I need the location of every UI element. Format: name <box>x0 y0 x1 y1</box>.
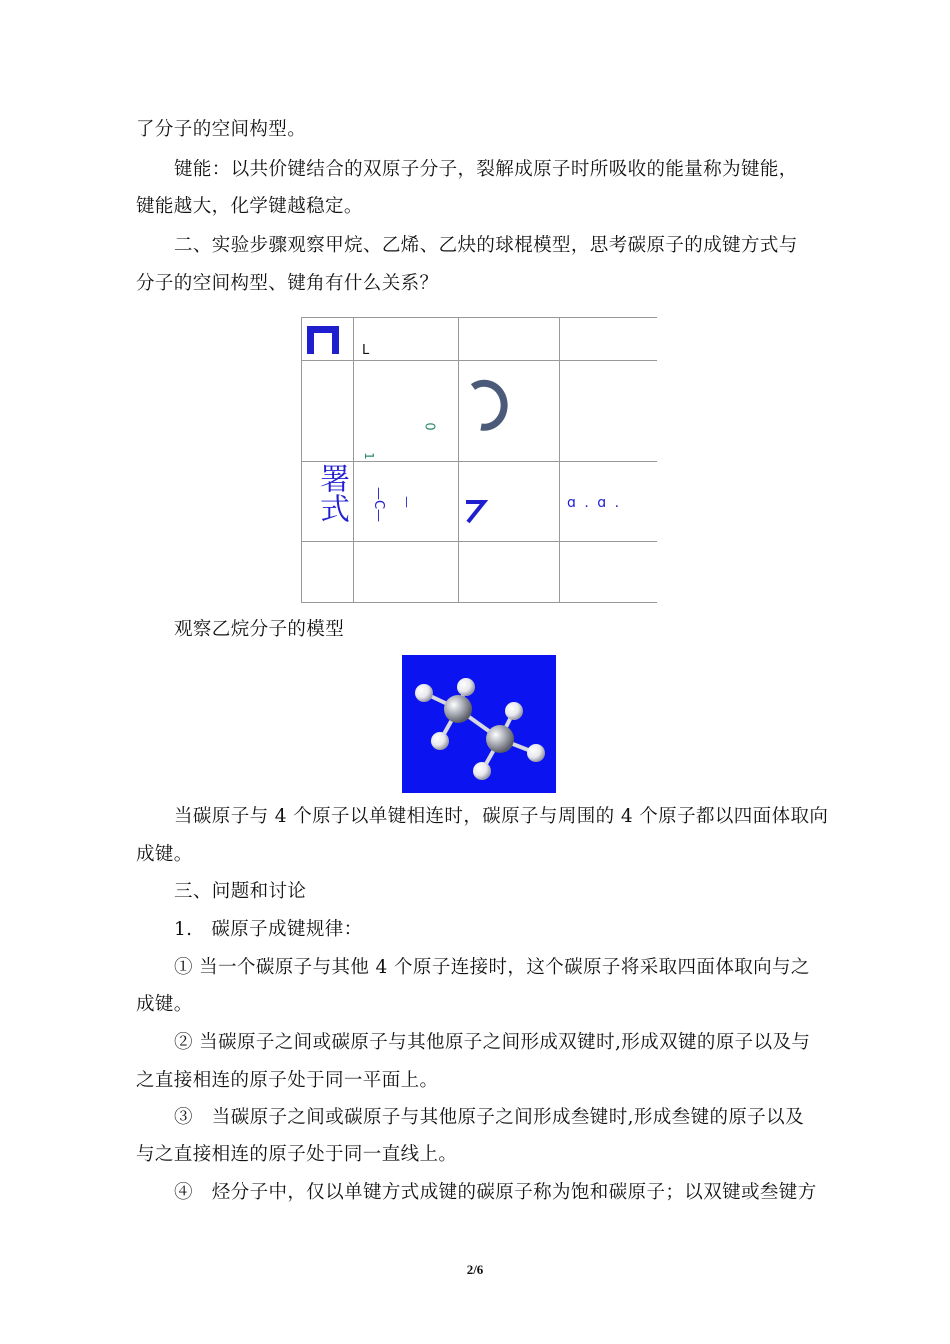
section-heading: 三、问题和讨论 <box>174 881 307 902</box>
list-item: ② 当碳原子之间或碳原子与其他原子之间形成双键时,形成双键的原子以及与 <box>174 1032 811 1053</box>
paragraph-line: 键能越大，化学键越稳定。 <box>136 196 363 217</box>
table-digit: 1 <box>361 452 376 460</box>
paragraph-line: 键能：以共价键结合的双原子分子，裂解成原子时所吸收的能量称为键能， <box>174 159 798 180</box>
row-label: 署式 <box>314 463 349 523</box>
table-curve-glyph <box>461 375 511 435</box>
list-item-continuation: 之直接相连的原子处于同一平面上。 <box>136 1070 439 1091</box>
section-heading: 二、实验步骤观察甲烷、乙烯、乙炔的球棍模型，思考碳原子的成键方式与 <box>174 235 798 256</box>
molecule-table <box>301 317 657 603</box>
list-item: ① 当一个碳原子与其他 4 个原子连接时，这个碳原子将采取四面体取向与之 <box>174 957 810 978</box>
table-dots: ɑ . ɑ . <box>567 495 622 511</box>
paragraph-line: 当碳原子与 4 个原子以单键相连时，碳原子与周围的 4 个原子都以四面体取向 <box>174 806 829 827</box>
table-z-glyph <box>464 499 488 525</box>
list-item: ④ 烃分子中，仅以单键方式成键的碳原子称为饱和碳原子；以双键或叁键方 <box>174 1182 817 1203</box>
list-heading: 1. 碳原子成键规律： <box>174 919 363 940</box>
ethane-model-image <box>402 655 556 793</box>
list-item-continuation: 成键。 <box>136 994 193 1015</box>
table-digit: 0 <box>421 422 437 431</box>
table-bond-dash: — <box>400 496 414 508</box>
page-number: 2/6 <box>466 1262 484 1277</box>
table-bond: —C— <box>371 486 387 523</box>
list-item: ③ 当碳原子之间或碳原子与其他原子之间形成叁键时,形成叁键的原子以及 <box>174 1107 804 1128</box>
table-grid <box>301 317 657 603</box>
table-mark: L <box>362 343 370 358</box>
list-item-continuation: 与之直接相连的原子处于同一直线上。 <box>136 1144 458 1165</box>
paragraph-line: 了分子的空间构型。 <box>136 119 307 140</box>
figure-caption: 观察乙烷分子的模型 <box>174 619 345 640</box>
paragraph-line: 成键。 <box>136 844 193 865</box>
paragraph-line: 分子的空间构型、键角有什么关系？ <box>136 273 439 294</box>
table-glyph <box>307 326 339 354</box>
